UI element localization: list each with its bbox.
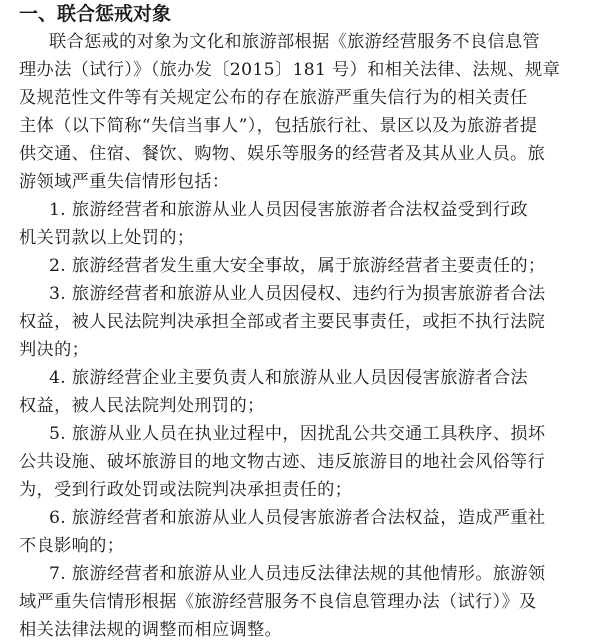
list-item-5-line: 5. 旅游从业人员在执业过程中，因扰乱公共交通工具秩序、损坏 [49, 424, 546, 444]
intro-line: 理办法（试行）》（旅办发〔2015〕181 号）和相关法律、法规、规章 [19, 60, 561, 80]
intro-line: 供交通、住宿、餐饮、购物、娱乐等服务的经营者及其从业人员。旅 [19, 144, 546, 164]
intro-line: 游领域严重失信情形包括： [19, 172, 230, 192]
list-item-6-line: 6. 旅游经营者和旅游从业人员侵害旅游者合法权益，造成严重社 [49, 508, 546, 528]
list-item-1-line: 1. 旅游经营者和旅游从业人员因侵害旅游者合法权益受到行政 [49, 200, 528, 220]
list-item-1-line: 机关罚款以上处罚的； [19, 228, 195, 248]
list-item-4-line: 权益，被人民法院判处刑罚的； [19, 396, 265, 416]
intro-line: 联合惩戒的对象为文化和旅游部根据《旅游经营服务不良信息管 [49, 32, 541, 52]
section-heading: 一、联合惩戒对象 [19, 3, 172, 25]
intro-line: 主体（以下简称“失信当事人”），包括旅行社、景区以及为旅游者提 [19, 116, 538, 136]
list-item-5-line: 为，受到行政处罚或法院判决承担责任的； [19, 480, 353, 500]
list-item-7-line: 相关法律法规的调整而相应调整。 [19, 620, 283, 640]
list-item-7-line: 域严重失信情形根据《旅游经营服务不良信息管理办法（试行）》及 [19, 592, 537, 612]
list-item-5-line: 公共设施、破坏旅游目的地文物古迹、违反旅游目的地社会风俗等行 [19, 452, 546, 472]
intro-line: 及规范性文件等有关规定公布的存在旅游严重失信行为的相关责任 [19, 88, 528, 108]
list-item-4-line: 4. 旅游经营企业主要负责人和旅游从业人员因侵害旅游者合法 [49, 368, 528, 388]
list-item-3-line: 3. 旅游经营者和旅游从业人员因侵权、违约行为损害旅游者合法 [49, 284, 546, 304]
list-item-3-line: 判决的； [19, 340, 90, 360]
list-item-2-line: 2. 旅游经营者发生重大安全事故，属于旅游经营者主要责任的； [49, 256, 546, 276]
list-item-7-line: 7. 旅游经营者和旅游从业人员违反法律法规的其他情形。旅游领 [49, 564, 546, 584]
list-item-6-line: 不良影响的； [19, 536, 125, 556]
list-item-3-line: 权益，被人民法院判决承担全部或者主要民事责任，或拒不执行法院 [19, 312, 546, 332]
